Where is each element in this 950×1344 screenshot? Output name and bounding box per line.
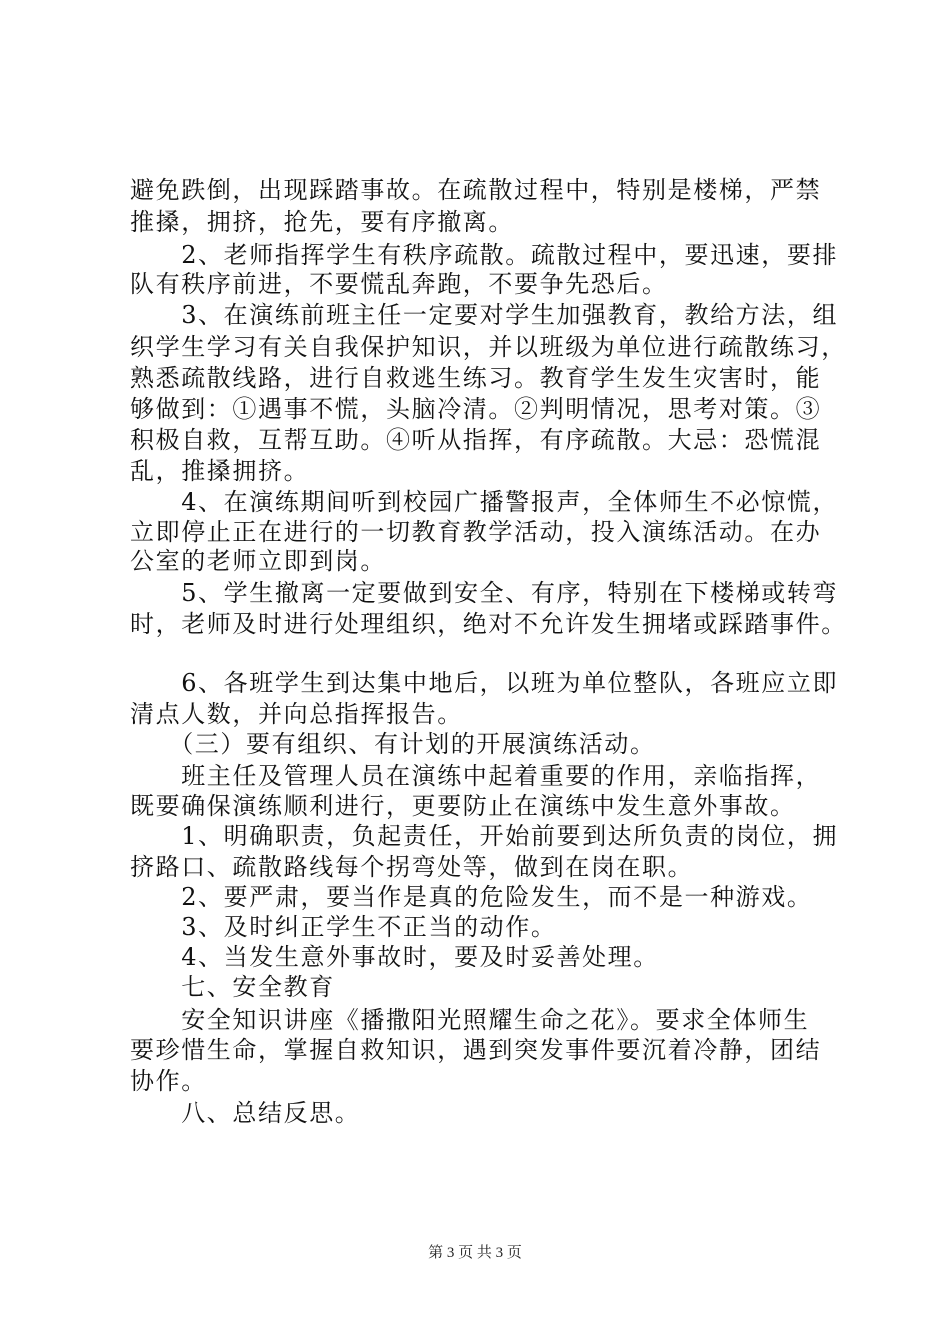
text-line: 3、及时纠正学生不正当的动作。 bbox=[130, 913, 557, 941]
text-line: 七、安全教育 bbox=[130, 973, 335, 1001]
text-line: 时，老师及时进行处理组织，绝对不允许发生拥堵或踩踏事件。 bbox=[130, 610, 847, 638]
text-line: 立即停止正在进行的一切教育教学活动，投入演练活动。在办 bbox=[130, 518, 822, 546]
text-line: 5、学生撤离一定要做到安全、有序，特别在下楼梯或转弯 bbox=[130, 579, 839, 607]
text-line: 织学生学习有关自我保护知识，并以班级为单位进行疏散练习， bbox=[130, 333, 847, 361]
text-line: 熟悉疏散线路，进行自救逃生练习。教育学生发生灾害时，能 bbox=[130, 364, 822, 392]
text-line: 推搡，拥挤，抢先，要有序撤离。 bbox=[130, 208, 514, 236]
text-line: 要珍惜生命，掌握自救知识，遇到突发事件要沉着冷静，团结 bbox=[130, 1036, 822, 1064]
text-line: 挤路口、疏散路线每个拐弯处等，做到在岗在职。 bbox=[130, 853, 694, 881]
text-line: 2、老师指挥学生有秩序疏散。疏散过程中，要迅速，要排 bbox=[130, 241, 839, 269]
text-line: 积极自救，互帮互助。④听从指挥，有序疏散。大忌：恐慌混 bbox=[130, 426, 822, 454]
text-line: 2、要严肃，要当作是真的危险发生，而不是一种游戏。 bbox=[130, 883, 813, 911]
text-line: 3、在演练前班主任一定要对学生加强教育，教给方法，组 bbox=[130, 301, 839, 329]
text-line: （三）要有组织、有计划的开展演练活动。 bbox=[130, 730, 656, 758]
text-line: 4、当发生意外事故时，要及时妥善处理。 bbox=[130, 943, 659, 971]
text-line: 协作。 bbox=[130, 1067, 207, 1095]
text-line: 4、在演练期间听到校园广播警报声，全体师生不必惊慌， bbox=[130, 488, 839, 516]
text-line: 1、明确职责，负起责任，开始前要到达所负责的岗位，拥 bbox=[130, 822, 839, 850]
text-line: 乱，推搡拥挤。 bbox=[130, 457, 310, 485]
text-line: 6、各班学生到达集中地后，以班为单位整队，各班应立即 bbox=[130, 669, 839, 697]
text-line: 队有秩序前进，不要慌乱奔跑，不要争先恐后。 bbox=[130, 270, 668, 298]
page-number: 第 3 页 共 3 页 bbox=[428, 1245, 522, 1261]
text-line: 既要确保演练顺利进行，更要防止在演练中发生意外事故。 bbox=[130, 792, 796, 820]
text-line: 够做到：①遇事不慌，头脑冷清。②判明情况，思考对策。③ bbox=[130, 395, 822, 423]
text-line: 班主任及管理人员在演练中起着重要的作用，亲临指挥， bbox=[130, 762, 822, 790]
text-line: 八、总结反思。 bbox=[130, 1099, 361, 1127]
text-line: 避免跌倒，出现踩踏事故。在疏散过程中，特别是楼梯，严禁 bbox=[130, 176, 822, 204]
text-line: 清点人数，并向总指挥报告。 bbox=[130, 700, 463, 728]
text-line: 公室的老师立即到岗。 bbox=[130, 547, 386, 575]
text-line: 安全知识讲座《播撒阳光照耀生命之花》。要求全体师生 bbox=[130, 1006, 810, 1034]
